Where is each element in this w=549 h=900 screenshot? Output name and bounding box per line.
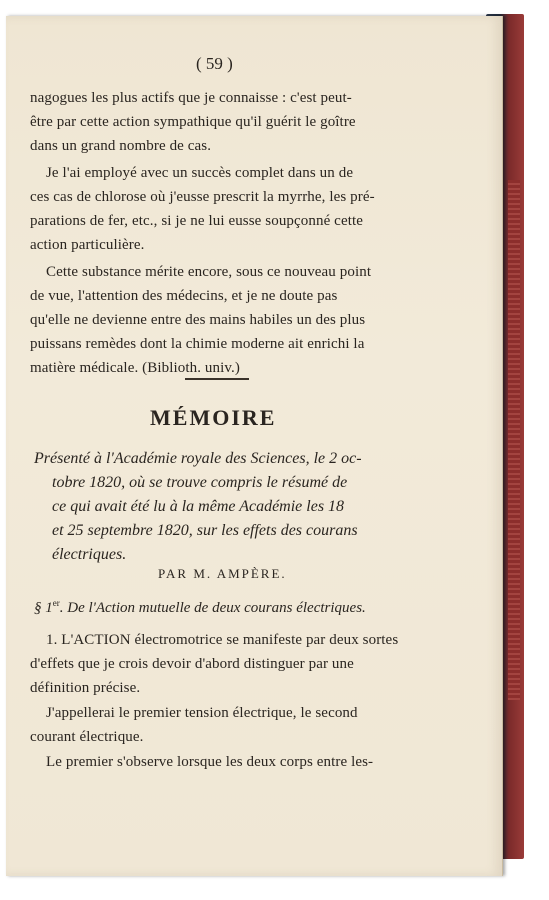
text-line: puissans remèdes dont la chimie moderne ait enrichi la (30, 336, 365, 352)
author-byline: PAR M. AMPÈRE. (158, 566, 287, 581)
subtitle-line: et 25 septembre 1820, sur les effets des courans (52, 522, 358, 539)
text-line: d'effets que je crois devoir d'abord distinguer par une (30, 656, 354, 672)
section-title: . De l'Action mutuelle de deux courans électriques. (59, 600, 366, 616)
text-line: J'appellerai le premier tension électrique, le second (46, 705, 358, 721)
subtitle-line: tobre 1820, où se trouve compris le résumé de (52, 474, 348, 491)
text-line: nagogues les plus actifs que je connaisse : c'est peut- (30, 90, 352, 106)
page-number: ( 59 ) (196, 54, 233, 73)
text-line: Cette substance mérite encore, sous ce nouveau point (46, 264, 372, 280)
page-title: MÉMOIRE (150, 405, 277, 430)
subtitle-line: Présenté à l'Académie royale des Sciences, le 2 oc- (34, 450, 362, 467)
text-line: matière médicale. (Biblioth. univ.) (30, 360, 240, 376)
text-line: 1. L'ACTION électromotrice se manifeste par deux sortes (46, 632, 399, 648)
text-line: courant électrique. (30, 729, 144, 745)
text-line: qu'elle ne devienne entre des mains habiles un des plus (30, 312, 366, 328)
text-line: dans un grand nombre de cas. (30, 138, 212, 154)
text-line: Le premier s'observe lorsque les deux corps entre les- (46, 754, 374, 770)
text-line: être par cette action sympathique qu'il guérit le goître (30, 114, 356, 130)
book-spine-texture (508, 180, 520, 700)
section-sup: er (52, 598, 60, 608)
text-line: action particulière. (30, 237, 145, 253)
subtitle-line: électriques. (52, 546, 127, 563)
text-line: définition précise. (30, 680, 141, 696)
text-line: Je l'ai employé avec un succès complet dans un de (46, 165, 354, 181)
text-line: parations de fer, etc., si je ne lui eusse soupçonné cette (30, 213, 363, 229)
section-divider (185, 378, 249, 380)
section-heading (34, 598, 366, 617)
section-mark: § 1 (34, 600, 53, 616)
text-line: de vue, l'attention des médecins, et je ne doute pas (30, 288, 338, 304)
text-line: ces cas de chlorose où j'eusse prescrit la myrrhe, les pré- (30, 189, 375, 205)
subtitle-line: ce qui avait été lu à la même Académie les 18 (52, 498, 345, 515)
